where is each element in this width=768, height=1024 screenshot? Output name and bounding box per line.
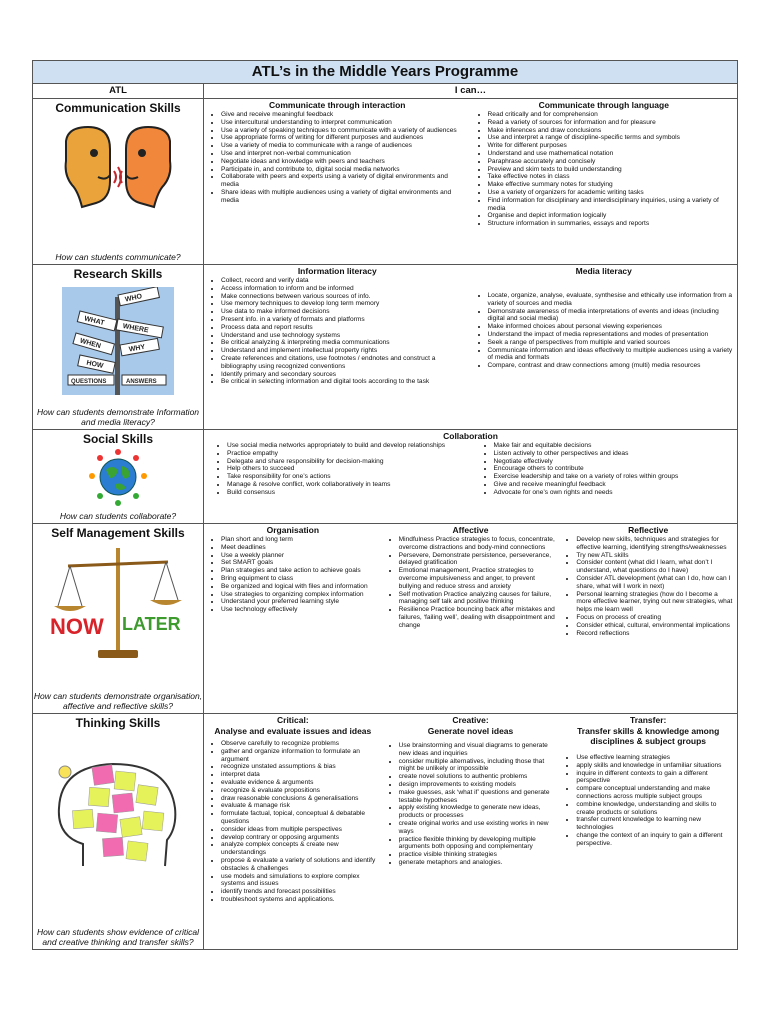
list-item: • Use memory techniques to develop long term memory xyxy=(221,300,468,308)
ican-column-header: I can… xyxy=(204,84,738,99)
list-item: • Communicate information and ideas effectively to multiple audiences using a variety of media and formats xyxy=(488,347,735,363)
list-item: • Make informed choices about personal viewing experiences xyxy=(488,323,735,331)
selfmanagement-skills-title: Self Management Skills xyxy=(51,526,185,540)
list-item: • draw reasonable conclusions & generalisations xyxy=(221,795,379,803)
list-item: • Use a variety of organizers for academic writing tasks xyxy=(488,189,735,197)
reflective-heading: Reflective xyxy=(628,525,669,535)
sign-when: WHEN xyxy=(79,337,102,351)
list-item: • Be organized and logical with files and information xyxy=(221,583,379,591)
list-item: • apply skills and knowledge in unfamiliar situations xyxy=(576,762,734,770)
selfmanagement-atl-cell xyxy=(33,524,204,714)
thinking-ican-cell xyxy=(204,714,738,950)
transfer-subheading: Transfer skills & knowledge among disciplines & subject groups xyxy=(577,726,720,746)
list-item: • Be critical in selecting information and digital tools according to the task xyxy=(221,378,468,386)
organisation-heading: Organisation xyxy=(266,525,320,535)
reflective-column xyxy=(559,524,737,637)
atl-page xyxy=(32,60,737,950)
list-item: • Take effective notes in class xyxy=(488,173,735,181)
list-item: • Participate in, and contribute to, digital social media networks xyxy=(221,166,468,174)
research-question: How can students demonstrate Information and media literacy? xyxy=(36,407,200,427)
communication-skills-title: Communication Skills xyxy=(55,101,181,115)
list-item: • Access information to inform and be informed xyxy=(221,285,468,293)
sign-answers: ANSWERS xyxy=(126,379,157,385)
list-item: • Locate, organize, analyse, evaluate, synthesise and ethically use information from a variety of sources and media xyxy=(488,292,735,308)
affective-column xyxy=(382,524,560,637)
list-item: • Practice empathy xyxy=(227,450,468,458)
list-item: • evaluate evidence & arguments xyxy=(221,779,379,787)
list-item: • Make effective summary notes for studying xyxy=(488,181,735,189)
affective-list xyxy=(385,536,557,630)
list-item: • Understand and use technology systems xyxy=(221,332,468,340)
list-item: • Structure information in summaries, essays and reports xyxy=(488,220,735,228)
list-item: • Persevere, Demonstrate persistence, perseverance, delayed gratification xyxy=(399,552,557,568)
list-item: • Read critically and for comprehension xyxy=(488,111,735,119)
collaboration-list-1 xyxy=(207,442,468,497)
list-item: • combine knowledge, understanding and skills to create products or solutions xyxy=(576,801,734,817)
list-item: • Consider content (what did I learn, what don’t I understand, what questions do I have) xyxy=(576,559,734,575)
information-literacy-column xyxy=(204,265,471,386)
sign-questions: QUESTIONS xyxy=(71,379,107,385)
list-item: • evaluate & manage risk xyxy=(221,802,379,810)
interaction-list xyxy=(207,111,468,205)
research-ican-cell xyxy=(204,265,738,430)
list-item: • Build consensus xyxy=(227,489,468,497)
list-item: • Advocate for one’s own rights and needs xyxy=(494,489,735,497)
list-item: • interpret data xyxy=(221,771,379,779)
list-item: • Write for different purposes xyxy=(488,142,735,150)
collaboration-column-2 xyxy=(471,441,738,497)
list-item: • apply existing knowledge to generate new ideas, products or processes xyxy=(399,804,557,820)
scales-now-later-icon xyxy=(48,544,188,662)
list-item: • recognize unstated assumptions & bias xyxy=(221,763,379,771)
list-item: • Give and receive meaningful feedback xyxy=(221,111,468,119)
list-item: • Use strategies to organizing complex information xyxy=(221,591,379,599)
critical-column xyxy=(204,714,382,904)
creative-heading: Creative: xyxy=(452,715,489,725)
language-list xyxy=(474,111,735,228)
list-item: • Negotiate ideas and knowledge with peers and teachers xyxy=(221,158,468,166)
page-title: ATL’s in the Middle Years Programme xyxy=(33,61,738,84)
sign-what: WHAT xyxy=(83,315,105,328)
sign-how: HOW xyxy=(85,359,104,371)
affective-heading: Affective xyxy=(452,525,489,535)
research-skills-title: Research Skills xyxy=(73,267,163,281)
list-item: • practice flexible thinking by developing multiple arguments both opposing and complementary xyxy=(399,836,557,852)
list-item: • Demonstrate awareness of media interpretations of events and ideas (including digital and social media) xyxy=(488,308,735,324)
communication-ican-cell xyxy=(204,99,738,265)
list-item: • transfer current knowledge to learning new technologies xyxy=(576,816,734,832)
list-item: • Emotional management, Practice strategies to overcome impulsiveness and anger, to prevent bullying and reduce stress and anxiety xyxy=(399,567,557,590)
sign-who: WHO xyxy=(124,293,143,304)
social-skills-title: Social Skills xyxy=(82,432,154,446)
transfer-column xyxy=(559,714,737,904)
list-item: • consider multiple alternatives, including those that might be unlikely or impossible xyxy=(399,758,557,774)
signpost-image xyxy=(62,287,174,395)
list-item: • Seek a range of perspectives from multiple and varied sources xyxy=(488,339,735,347)
list-item: • Encourage others to contribute xyxy=(494,465,735,473)
collaboration-heading: Collaboration xyxy=(443,431,498,441)
list-item: • make guesses, ask ‘what if’ questions and generate testable hypotheses xyxy=(399,789,557,805)
list-item: • Process data and report results xyxy=(221,324,468,332)
list-item: • inquire in different contexts to gain a different perspective xyxy=(576,770,734,786)
list-item: • consider ideas from multiple perspectives xyxy=(221,826,379,834)
critical-subheading: Analyse and evaluate issues and ideas xyxy=(214,726,372,736)
list-item: • Personal learning strategies (how do I become a more effective learner, trying out new strategies, what helps me learn well xyxy=(576,591,734,614)
list-item: • analyze complex concepts & create new understandings xyxy=(221,841,379,857)
list-item: • Use a weekly planner xyxy=(221,552,379,560)
reflective-list xyxy=(562,536,734,637)
list-item: • propose & evaluate a variety of solutions and identify obstacles & challenges xyxy=(221,857,379,873)
list-item: • Use technology effectively xyxy=(221,606,379,614)
list-item: • Collect, record and verify data xyxy=(221,277,468,285)
transfer-list xyxy=(562,754,734,848)
list-item: • Organise and depict information logically xyxy=(488,212,735,220)
list-item: • Share ideas with multiple audiences using a variety of digital environments and media xyxy=(221,189,468,205)
selfmanagement-question: How can students demonstrate organisation, affective and reflective skills? xyxy=(33,691,203,711)
organisation-column xyxy=(204,524,382,637)
list-item: • Consider ethical, cultural, environmental implications xyxy=(576,622,734,630)
list-item: • Preview and skim texts to build understanding xyxy=(488,166,735,174)
list-item: • Use intercultural understanding to interpret communication xyxy=(221,119,468,127)
list-item: • Understand your preferred learning style xyxy=(221,598,379,606)
communication-question: How can students communicate? xyxy=(55,252,181,262)
list-item: • Use a variety of media to communicate with a range of audiences xyxy=(221,142,468,150)
list-item: • Negotiate effectively xyxy=(494,458,735,466)
list-item: • Make connections between various sources of info. xyxy=(221,293,468,301)
atl-table xyxy=(32,60,738,950)
list-item: • Help others to succeed xyxy=(227,465,468,473)
list-item: • Make fair and equitable decisions xyxy=(494,442,735,450)
list-item: • Make inferences and draw conclusions xyxy=(488,127,735,135)
list-item: • design improvements to existing models xyxy=(399,781,557,789)
list-item: • Present info. in a variety of formats and platforms xyxy=(221,316,468,324)
list-item: • Use and interpret non-verbal communication xyxy=(221,150,468,158)
now-label: NOW xyxy=(50,614,104,639)
head-sticky-notes-icon xyxy=(43,756,193,868)
list-item: • Create references and citations, use footnotes / endnotes and construct a bibliography using recognized conventions xyxy=(221,355,468,371)
thinking-skills-title: Thinking Skills xyxy=(75,716,161,730)
list-item: • Use effective learning strategies xyxy=(576,754,734,762)
list-item: • Record reflections xyxy=(576,630,734,638)
list-item: • Mindfulness Practice strategies to focus, concentrate, overcome distractions and body-mind connections xyxy=(399,536,557,552)
media-literacy-heading: Media literacy xyxy=(575,266,632,276)
list-item: • Use and interpret a range of discipline-specific terms and symbols xyxy=(488,134,735,142)
thinking-atl-cell xyxy=(33,714,204,950)
list-item: • change the context of an inquiry to gain a different perspective. xyxy=(576,832,734,848)
list-item: • Understand the impact of media representations and modes of presentation xyxy=(488,331,735,339)
list-item: • Compare, contrast and draw connections among (multi) media resources xyxy=(488,362,735,370)
later-label: LATER xyxy=(122,614,181,634)
list-item: • Use data to make informed decisions xyxy=(221,308,468,316)
list-item: • Find information for disciplinary and interdisciplinary inquiries, using a variety of media xyxy=(488,197,735,213)
list-item: • Use a variety of speaking techniques to communicate with a variety of audiences xyxy=(221,127,468,135)
list-item: • Plan strategies and take action to achieve goals xyxy=(221,567,379,575)
list-item: • Self motivation Practice analyzing causes for failure, managing self talk and positive thinking xyxy=(399,591,557,607)
list-item: • Observe carefully to recognize problems xyxy=(221,740,379,748)
list-item: • formulate factual, topical, conceptual & debatable questions xyxy=(221,810,379,826)
language-column xyxy=(471,99,738,228)
list-item: • Use brainstorming and visual diagrams to generate new ideas and inquiries xyxy=(399,742,557,758)
list-item: • create novel solutions to authentic problems xyxy=(399,773,557,781)
creative-list xyxy=(385,742,557,867)
social-atl-cell xyxy=(33,430,204,524)
list-item: • Use social media networks appropriately to build and develop relationships xyxy=(227,442,468,450)
list-item: • Set SMART goals xyxy=(221,559,379,567)
information-literacy-list xyxy=(207,277,468,386)
thinking-question: How can students show evidence of critical and creative thinking and transfer skills? xyxy=(36,927,200,947)
interaction-column xyxy=(204,99,471,228)
list-item: • Plan short and long term xyxy=(221,536,379,544)
communication-atl-cell xyxy=(33,99,204,265)
interaction-heading: Communicate through interaction xyxy=(269,100,406,110)
list-item: • use models and simulations to explore complex systems and issues xyxy=(221,873,379,889)
list-item: • Bring equipment to class xyxy=(221,575,379,583)
list-item: • Paraphrase accurately and concisely xyxy=(488,158,735,166)
list-item: • troubleshoot systems and applications. xyxy=(221,896,379,904)
sign-where: WHERE xyxy=(122,322,150,335)
list-item: • Resilience Practice bouncing back after mistakes and failures, ‘failing well’, dealing with disappointment and change xyxy=(399,606,557,629)
critical-heading: Critical: xyxy=(277,715,309,725)
list-item: • Listen actively to other perspectives and ideas xyxy=(494,450,735,458)
list-item: • Focus on process of creating xyxy=(576,614,734,622)
globe-people-icon xyxy=(86,448,150,506)
atl-column-header: ATL xyxy=(33,84,204,99)
collaboration-list-2 xyxy=(474,442,735,497)
list-item: • Identify primary and secondary sources xyxy=(221,371,468,379)
social-question: How can students collaborate? xyxy=(59,511,177,521)
organisation-list xyxy=(207,536,379,614)
list-item: • Read a variety of sources for information and for pleasure xyxy=(488,119,735,127)
list-item: • identify trends and forecast possibilities xyxy=(221,888,379,896)
list-item: • Try new ATL skills xyxy=(576,552,734,560)
list-item: • Develop new skills, techniques and strategies for effective learning, identifying strengths/weaknesses xyxy=(576,536,734,552)
list-item: • Understand and implement intellectual property rights xyxy=(221,347,468,355)
research-atl-cell xyxy=(33,265,204,430)
creative-subheading: Generate novel ideas xyxy=(427,726,514,736)
list-item: • practice visible thinking strategies xyxy=(399,851,557,859)
creative-column xyxy=(382,714,560,904)
list-item: • Take responsibility for one’s actions xyxy=(227,473,468,481)
list-item: • gather and organize information to formulate an argument xyxy=(221,748,379,764)
sign-why: WHY xyxy=(128,343,146,354)
selfmanagement-ican-cell xyxy=(204,524,738,714)
list-item: • create original works and use existing works in new ways xyxy=(399,820,557,836)
language-heading: Communicate through language xyxy=(538,100,669,110)
social-ican-cell xyxy=(204,430,738,524)
list-item: • Meet deadlines xyxy=(221,544,379,552)
list-item: • Manage & resolve conflict, work collaboratively in teams xyxy=(227,481,468,489)
media-literacy-list xyxy=(474,292,735,370)
list-item: • develop contrary or opposing arguments xyxy=(221,834,379,842)
list-item: • Understand and use mathematical notation xyxy=(488,150,735,158)
media-literacy-column xyxy=(471,265,738,386)
list-item: • Consider ATL development (what can I do, how can I share, what will I work in next) xyxy=(576,575,734,591)
list-item: • generate metaphors and analogies. xyxy=(399,859,557,867)
list-item: • Use appropriate forms of writing for different purposes and audiences xyxy=(221,134,468,142)
transfer-heading: Transfer: xyxy=(629,715,667,725)
collaboration-column-1 xyxy=(204,441,471,497)
critical-list xyxy=(207,740,379,904)
list-item: • Delegate and share responsibility for decision-making xyxy=(227,458,468,466)
list-item: • Collaborate with peers and experts using a variety of digital environments and media xyxy=(221,173,468,189)
talking-heads-icon xyxy=(58,121,178,221)
information-literacy-heading: Information literacy xyxy=(297,266,377,276)
list-item: • Give and receive meaningful feedback xyxy=(494,481,735,489)
list-item: • compare conceptual understanding and make connections across multiple subject groups xyxy=(576,785,734,801)
list-item: • Be critical analyzing & interpreting media communications xyxy=(221,339,468,347)
list-item: • recognize & evaluate propositions xyxy=(221,787,379,795)
list-item: • Exercise leadership and take on a variety of roles within groups xyxy=(494,473,735,481)
